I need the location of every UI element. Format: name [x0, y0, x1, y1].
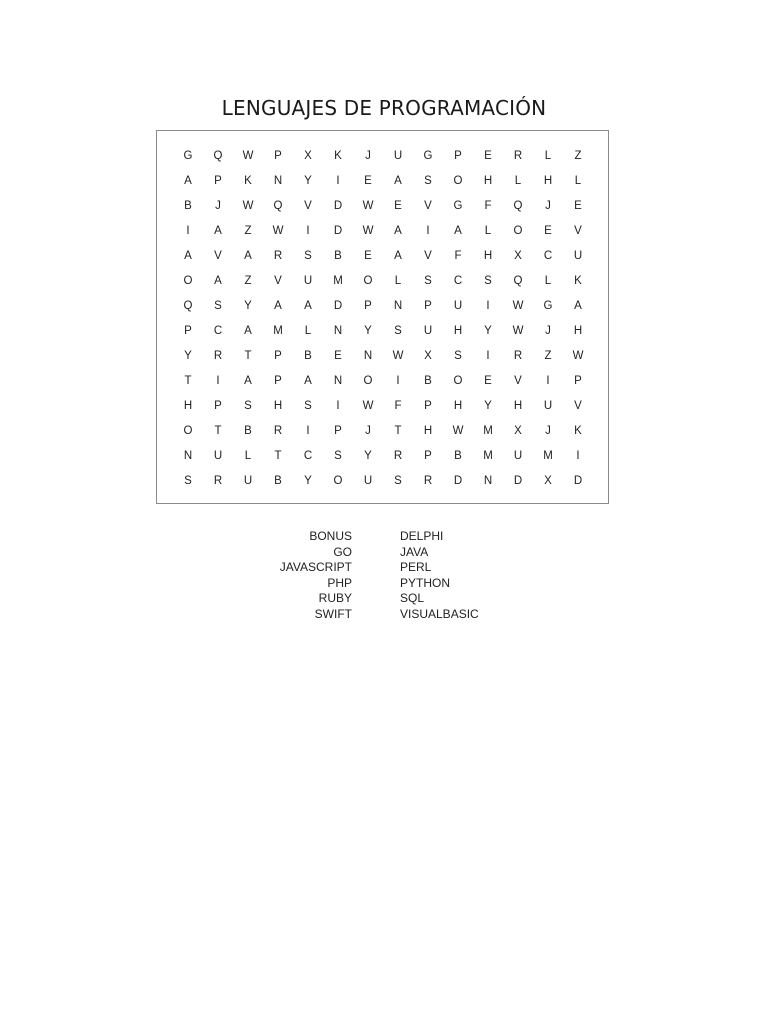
grid-letter: P [424, 400, 432, 412]
grid-letter: M [483, 450, 493, 462]
grid-letter: W [392, 350, 404, 362]
grid-letter: H [513, 400, 523, 412]
grid-letter: H [183, 400, 193, 412]
grid-letter: I [306, 425, 310, 437]
grid-letter: Y [364, 325, 372, 337]
grid-letter: E [484, 375, 492, 387]
word-list-item: VISUALBASIC [400, 606, 479, 621]
grid-letter: D [333, 300, 343, 312]
grid-letter: B [424, 375, 432, 387]
grid-letter: E [334, 350, 342, 362]
grid-letter: W [362, 400, 374, 412]
grid-letter: Z [244, 225, 252, 237]
grid-letter: Y [304, 175, 312, 187]
grid-letter: A [244, 375, 252, 387]
grid-letter: Y [244, 300, 252, 312]
grid-letter: N [363, 350, 373, 362]
grid-letter: W [452, 425, 464, 437]
grid-letter: N [183, 450, 193, 462]
word-list-item: PYTHON [400, 575, 451, 590]
grid-letter: F [484, 200, 492, 212]
grid-letter: K [244, 175, 252, 187]
word-search-grid-frame [156, 130, 609, 504]
grid-letter: L [394, 275, 402, 287]
grid-letter: R [213, 350, 223, 362]
grid-letter: L [544, 275, 552, 287]
grid-letter: Q [513, 200, 523, 212]
grid-letter: T [214, 425, 222, 437]
grid-letter: A [184, 250, 192, 262]
grid-letter: S [304, 400, 312, 412]
grid-letter: V [214, 250, 222, 262]
grid-letter: M [543, 450, 553, 462]
grid-letter: T [244, 350, 252, 362]
grid-letter: Z [544, 350, 552, 362]
word-list-right-column [400, 529, 479, 623]
grid-letter: R [273, 425, 283, 437]
grid-letter: S [424, 275, 432, 287]
grid-letter: K [574, 275, 582, 287]
grid-letter: I [486, 300, 490, 312]
grid-letter: M [483, 425, 493, 437]
grid-letter: J [545, 325, 551, 337]
grid-letter: U [513, 450, 523, 462]
grid-letter: M [333, 275, 343, 287]
grid-letter: Q [273, 200, 283, 212]
grid-letter: E [544, 225, 552, 237]
grid-letter: I [336, 175, 340, 187]
grid-letter: Y [184, 350, 192, 362]
grid-letter: I [576, 450, 580, 462]
grid-letter: A [304, 300, 312, 312]
grid-letter: S [244, 400, 252, 412]
grid-letter: A [394, 225, 402, 237]
grid-letter: S [454, 350, 462, 362]
grid-letter: V [424, 250, 432, 262]
grid-letter: P [214, 400, 222, 412]
grid-letter: I [486, 350, 490, 362]
grid-letter: W [572, 350, 584, 362]
grid-letter: A [244, 250, 252, 262]
grid-letter: H [543, 175, 553, 187]
grid-letter: G [183, 150, 193, 162]
grid-letter: P [274, 150, 282, 162]
grid-letter: U [393, 150, 403, 162]
word-list-item: BONUS [309, 529, 352, 543]
grid-letter: H [423, 425, 433, 437]
grid-letter: P [214, 175, 222, 187]
grid-letter: H [453, 325, 463, 337]
grid-letter: R [273, 250, 283, 262]
grid-letter: G [423, 150, 433, 162]
grid-letter: G [453, 200, 463, 212]
grid-letter: D [333, 200, 343, 212]
grid-letter: N [273, 175, 283, 187]
grid-letter: E [574, 200, 582, 212]
grid-letter: S [184, 475, 192, 487]
grid-letter: W [512, 300, 524, 312]
grid-letter: S [484, 275, 492, 287]
grid-letter: B [244, 425, 252, 437]
word-list-item: DELPHI [400, 529, 444, 543]
grid-letter: H [573, 325, 583, 337]
grid-letter: X [514, 425, 522, 437]
grid-letter: T [274, 450, 282, 462]
word-list-item: SWIFT [314, 606, 352, 621]
grid-letter: Z [244, 275, 252, 287]
grid-letter: C [543, 250, 553, 262]
grid-letter: D [573, 475, 583, 487]
grid-letter: I [186, 225, 190, 237]
grid-letter: P [574, 375, 582, 387]
grid-letter: A [574, 300, 582, 312]
grid-letter: U [213, 450, 223, 462]
grid-letter: S [394, 325, 402, 337]
puzzle-title: LENGUAJES DE PROGRAMACIÓN [221, 96, 547, 120]
grid-letter: R [513, 150, 523, 162]
grid-letter: S [394, 475, 402, 487]
grid-letter: L [514, 175, 522, 187]
grid-letter: H [453, 400, 463, 412]
grid-letter: T [184, 375, 192, 387]
grid-letter: W [272, 225, 284, 237]
grid-letter: F [454, 250, 462, 262]
grid-letter: A [184, 175, 192, 187]
grid-letter: O [183, 425, 193, 437]
grid-letter: H [483, 175, 493, 187]
word-list-left-column [280, 529, 352, 623]
grid-letter: V [274, 275, 282, 287]
grid-letter: C [453, 275, 463, 287]
grid-letter: B [274, 475, 282, 487]
grid-letter: Y [364, 450, 372, 462]
grid-letter: U [453, 300, 463, 312]
grid-letter: V [514, 375, 522, 387]
grid-letter: R [393, 450, 403, 462]
grid-letter: K [334, 150, 342, 162]
grid-letter: A [214, 225, 222, 237]
grid-letter: A [454, 225, 462, 237]
grid-letter: U [243, 475, 253, 487]
grid-letter: E [484, 150, 492, 162]
word-list-item: GO [333, 544, 352, 559]
grid-letter: E [364, 250, 372, 262]
grid-letter: P [424, 450, 432, 462]
grid-letter: S [334, 450, 342, 462]
grid-letter: V [574, 400, 582, 412]
grid-letter: R [513, 350, 523, 362]
grid-letter: R [423, 475, 433, 487]
grid-letter: U [543, 400, 553, 412]
grid-letter: A [214, 275, 222, 287]
grid-letter: D [513, 475, 523, 487]
grid-letter: O [513, 225, 523, 237]
grid-letter: I [426, 225, 430, 237]
grid-letter: Y [484, 400, 492, 412]
grid-letter: A [304, 375, 312, 387]
grid-letter: I [216, 375, 220, 387]
grid-letter: P [274, 375, 282, 387]
grid-letter: J [215, 200, 221, 212]
grid-letter: B [304, 350, 312, 362]
grid-letter: X [424, 350, 432, 362]
word-search-grid [173, 144, 593, 494]
grid-letter: Y [484, 325, 492, 337]
grid-letter: B [334, 250, 342, 262]
grid-letter: U [573, 250, 583, 262]
grid-letter: H [483, 250, 493, 262]
grid-letter: W [242, 200, 254, 212]
grid-letter: S [424, 175, 432, 187]
grid-letter: L [574, 175, 582, 187]
grid-letter: Q [213, 150, 223, 162]
grid-letter: U [363, 475, 373, 487]
grid-letter: P [364, 300, 372, 312]
grid-letter: S [304, 250, 312, 262]
grid-letter: O [453, 175, 463, 187]
grid-letter: T [394, 425, 402, 437]
grid-letter: N [393, 300, 403, 312]
grid-letter: N [333, 325, 343, 337]
grid-letter: O [183, 275, 193, 287]
grid-letter: V [574, 225, 582, 237]
grid-letter: C [213, 325, 223, 337]
grid-letter: W [362, 200, 374, 212]
grid-letter: W [512, 325, 524, 337]
grid-letter: X [514, 250, 522, 262]
grid-letter: V [424, 200, 432, 212]
grid-letter: N [333, 375, 343, 387]
grid-letter: X [544, 475, 552, 487]
grid-letter: B [184, 200, 192, 212]
grid-letter: U [303, 275, 313, 287]
grid-letter: A [244, 325, 252, 337]
grid-letter: Y [304, 475, 312, 487]
grid-letter: D [453, 475, 463, 487]
grid-letter: J [545, 200, 551, 212]
grid-letter: J [365, 150, 371, 162]
grid-letter: L [304, 325, 312, 337]
grid-letter: A [394, 250, 402, 262]
grid-letter: R [213, 475, 223, 487]
grid-letter: O [453, 375, 463, 387]
grid-letter: I [336, 400, 340, 412]
grid-letter: X [304, 150, 312, 162]
grid-letter: D [333, 225, 343, 237]
grid-letter: P [334, 425, 342, 437]
grid-letter: W [242, 150, 254, 162]
word-list-item: JAVASCRIPT [279, 560, 352, 575]
grid-letter: L [484, 225, 492, 237]
grid-letter: B [454, 450, 462, 462]
grid-letter: E [364, 175, 372, 187]
grid-letter: W [362, 225, 374, 237]
grid-letter: I [396, 375, 400, 387]
grid-letter: L [544, 150, 552, 162]
grid-letter: P [274, 350, 282, 362]
word-list-item: SQL [400, 591, 425, 606]
word-list [0, 529, 768, 629]
grid-letter: P [454, 150, 462, 162]
word-list-item: RUBY [318, 591, 352, 606]
grid-letter: K [574, 425, 582, 437]
grid-letter: I [546, 375, 550, 387]
grid-letter: S [214, 300, 222, 312]
grid-letter: N [483, 475, 493, 487]
word-list-item: PERL [400, 560, 432, 575]
grid-letter: Q [513, 275, 523, 287]
grid-letter: I [306, 225, 310, 237]
grid-letter: V [304, 200, 312, 212]
grid-letter: L [244, 450, 252, 462]
grid-letter: H [273, 400, 283, 412]
grid-letter: G [543, 300, 553, 312]
grid-letter: A [394, 175, 402, 187]
word-list-item: PHP [327, 575, 352, 590]
grid-letter: P [184, 325, 192, 337]
grid-letter: M [273, 325, 283, 337]
word-list-item: JAVA [400, 544, 429, 559]
grid-letter: O [333, 475, 343, 487]
grid-letter: O [363, 375, 373, 387]
grid-letter: O [363, 275, 373, 287]
grid-letter: J [545, 425, 551, 437]
grid-letter: C [303, 450, 313, 462]
grid-letter: F [394, 400, 402, 412]
grid-letter: Q [183, 300, 193, 312]
grid-letter: J [365, 425, 371, 437]
grid-letter: P [424, 300, 432, 312]
grid-letter: Z [574, 150, 582, 162]
grid-letter: E [394, 200, 402, 212]
grid-letter: U [423, 325, 433, 337]
grid-letter: A [274, 300, 282, 312]
